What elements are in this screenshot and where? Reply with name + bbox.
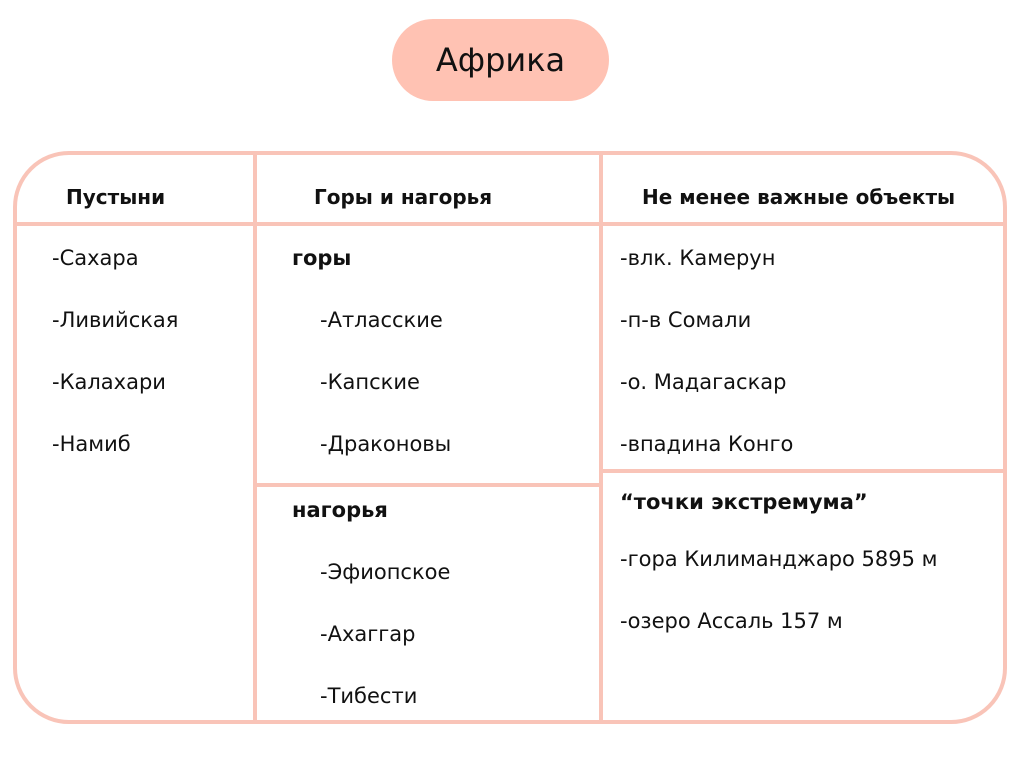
desert-item: -Намиб xyxy=(52,432,131,456)
objects-extremes-divider xyxy=(603,469,1003,473)
column-divider-2 xyxy=(599,153,603,722)
header-divider xyxy=(15,222,1005,226)
extremes-label: “точки экстремума” xyxy=(620,490,868,514)
mountains-highlands-divider xyxy=(257,483,599,487)
desert-item: -Сахара xyxy=(52,246,139,270)
highland-item: -Тибести xyxy=(320,684,418,708)
mountain-item: -Капские xyxy=(320,370,420,394)
header-objects: Не менее важные объекты xyxy=(642,185,956,209)
mountain-item: -Драконовы xyxy=(320,432,452,456)
mountain-item: -Атласские xyxy=(320,308,443,332)
highlands-label: нагорья xyxy=(292,498,388,522)
header-mountains: Горы и нагорья xyxy=(314,185,493,209)
extreme-item: -озеро Ассаль 157 м xyxy=(620,609,843,633)
column-divider-1 xyxy=(253,153,257,722)
highland-item: -Эфиопское xyxy=(320,560,451,584)
object-item: -впадина Конго xyxy=(620,432,794,456)
object-item: -о. Мадагаскар xyxy=(620,370,787,394)
mountains-label: горы xyxy=(292,246,352,270)
desert-item: -Ливийская xyxy=(52,308,179,332)
page-title: Африка xyxy=(392,19,609,101)
africa-table xyxy=(13,151,1007,724)
header-deserts: Пустыни xyxy=(66,185,166,209)
highland-item: -Ахаггар xyxy=(320,622,416,646)
object-item: -влк. Камерун xyxy=(620,246,776,270)
desert-item: -Калахари xyxy=(52,370,166,394)
extreme-item: -гора Килиманджаро 5895 м xyxy=(620,547,938,571)
object-item: -п-в Сомали xyxy=(620,308,752,332)
